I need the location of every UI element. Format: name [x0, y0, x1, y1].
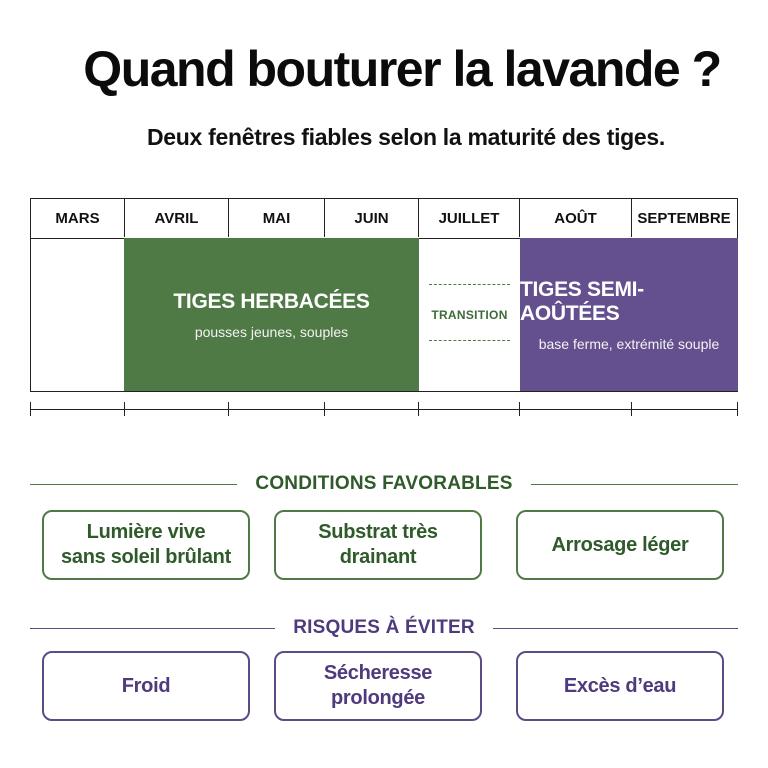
condition-card-substrate: [274, 510, 482, 580]
page-subtitle: Deux fenêtres fiables selon la maturité des tiges.: [146, 124, 666, 150]
heading-rule-right: [531, 484, 738, 485]
month-timeline: [30, 198, 738, 394]
axis-tick: [519, 402, 520, 416]
risk-card-cold: [42, 651, 250, 721]
transition-zone: [419, 238, 520, 391]
axis-tick: [30, 402, 31, 416]
risk-text: Excès d’eau: [563, 674, 677, 697]
axis-tick: [124, 402, 125, 416]
risk-text: Sécheresse prolongée: [323, 662, 433, 709]
heading-rule-right: [493, 628, 738, 629]
condition-text: Lumière vive sans soleil brûlant: [61, 521, 231, 568]
timeline-body: [30, 238, 738, 392]
transition-dash-top: [429, 284, 510, 285]
heading-rule-left: [30, 628, 275, 629]
heading-rule-left: [30, 484, 237, 485]
transition-label: TRANSITION: [431, 307, 508, 322]
semi-ripe-title: TIGES SEMI-AOÛTÉES: [520, 277, 644, 325]
condition-card-light: [42, 510, 250, 580]
page-title: Quand bouturer la lavande ?: [83, 41, 721, 97]
month-header-row: [30, 198, 738, 239]
month-septembre: SEPTEMBRE: [637, 209, 731, 227]
conditions-heading: [30, 471, 738, 497]
month-mars: MARS: [31, 199, 125, 237]
month-mai: MAI: [229, 199, 325, 237]
month-avril: AVRIL: [125, 199, 229, 237]
risk-card-overwatering: [516, 651, 724, 721]
herbaceous-subtitle: pousses jeunes, souples: [194, 323, 349, 340]
condition-text: Arrosage léger: [551, 533, 689, 556]
herbaceous-title: TIGES HERBACÉES: [173, 289, 370, 313]
semi-ripe-subtitle: base ferme, extrémité souple: [538, 335, 720, 352]
axis-tick: [737, 402, 738, 416]
risk-card-drought: [274, 651, 482, 721]
timeline-axis: [30, 402, 738, 418]
risks-heading-label: RISQUES À ÉVITER: [293, 617, 475, 638]
month-juillet: JUILLET: [419, 199, 520, 237]
month-aout: AOÛT: [520, 199, 632, 237]
axis-tick: [631, 402, 632, 416]
risk-text: Froid: [121, 674, 171, 697]
transition-dash-bottom: [429, 340, 510, 341]
herbaceous-window: [124, 238, 419, 391]
risks-heading: [30, 615, 738, 641]
semi-ripe-window: [520, 238, 738, 391]
condition-text: Substrat très drainant: [318, 521, 438, 568]
conditions-heading-label: CONDITIONS FAVORABLES: [255, 473, 513, 494]
axis-tick: [418, 402, 419, 416]
axis-tick: [228, 402, 229, 416]
condition-card-watering: [516, 510, 724, 580]
axis-tick: [324, 402, 325, 416]
month-juin: JUIN: [325, 199, 419, 237]
